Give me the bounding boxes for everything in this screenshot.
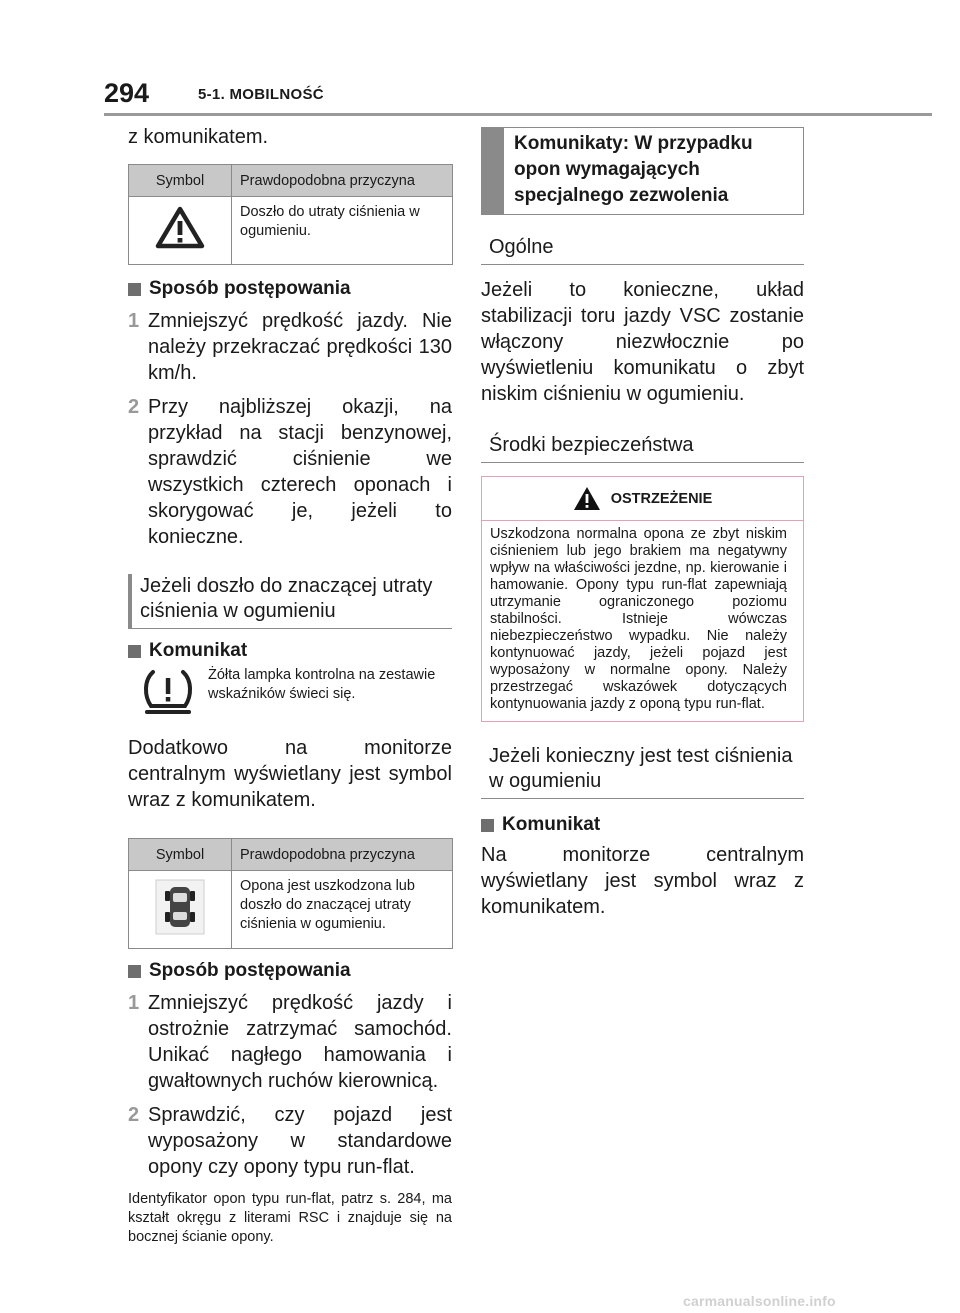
table2-symbol-cell bbox=[129, 871, 232, 949]
proc2-step-1: 1 Zmniejszyć prędkość jazdy i ostrożnie zatrzymać samochód. Unikać nagłego hamowania i gwałtownych ruchów kierownicą. bbox=[128, 992, 452, 1092]
proc2-heading: Sposób postępowania bbox=[128, 959, 452, 983]
car-tire-damage-icon bbox=[155, 879, 205, 935]
heading-bar bbox=[482, 128, 504, 214]
lamp-text: Żółta lampka kontrolna na zestawie wskaźników świeci się. bbox=[208, 667, 436, 702]
table2-header-cause: Prawdopodobna przyczyna bbox=[232, 839, 453, 871]
komunikat-heading-left: Komunikat bbox=[128, 639, 452, 663]
bullet-square-icon bbox=[128, 645, 141, 658]
bullet-square-icon bbox=[481, 819, 494, 832]
page-number: 294 bbox=[104, 78, 150, 108]
main-section-title: Komunikaty: W przypadku opon wymagających specjalnego zezwolenia bbox=[514, 133, 753, 206]
page-header bbox=[104, 78, 804, 118]
warning-text: Uszkodzona normalna opona ze zbyt niskim ciśnieniem lub jego brakiem ma negatywny wpływ na właściwości jezdne, np. kierowanie i hamowanie. Opony typu run-flat zapewniają utrzymanie ograniczonego poziomu stabilności. Istnieje wówczas niebezpieczeństwo wypadku. Nie należy kontynuować jazdy, jeżeli pojazd jest wyposażony w normalne opony. Należy przestrzegać wskazówek dotyczących kontynuowania jazdy z oponą typu run-flat. bbox=[490, 526, 787, 712]
section-heading-pressure-loss: Jeżeli doszło do znaczącej utraty ciśnienia w ogumieniu bbox=[128, 574, 452, 629]
symbol-table-2 bbox=[128, 838, 453, 949]
bullet-square-icon bbox=[128, 283, 141, 296]
right-komunikat-text: Na monitorze centralnym wyświetlany jest symbol wraz z komunikatem. bbox=[481, 844, 804, 918]
header-rule bbox=[104, 113, 932, 116]
watermark: carmanualsonline.info bbox=[683, 1293, 836, 1309]
table1-cause-cell: Doszło do utraty ciśnienia w ogumieniu. bbox=[232, 197, 453, 265]
tire-pressure-warning-icon bbox=[139, 666, 197, 718]
lamp-info-row bbox=[128, 666, 452, 718]
run-flat-note: Identyfikator opon typu run-flat, patrz s. 284, ma kształt okręgu z literami RSC i znajduje się na bocznej ścianie opony. bbox=[128, 1191, 452, 1245]
proc2-step-2: 2 Sprawdzić, czy pojazd jest wyposażony w standardowe opony czy opony typu run-flat. bbox=[128, 1104, 452, 1178]
warning-triangle-icon bbox=[573, 486, 601, 511]
central-monitor-paragraph: Dodatkowo na monitorze centralnym wyświetlany jest symbol wraz z komunikatem. bbox=[128, 737, 452, 811]
bullet-square-icon bbox=[128, 965, 141, 978]
warning-box bbox=[481, 476, 804, 722]
warning-title: OSTRZEŻENIE bbox=[610, 490, 713, 507]
proc1-step-2: 2 Przy najbliższej okazji, na przykład na stacji benzynowej, sprawdzić ciśnienie we wszystkich czterech oponach i skorygować je, jeżeli to konieczne. bbox=[128, 396, 452, 548]
left-column bbox=[128, 120, 452, 1247]
table1-header-cause: Prawdopodobna przyczyna bbox=[232, 165, 453, 197]
table2-cause-cell: Opona jest uszkodzona lub doszło do znaczącej utraty ciśnienia w ogumieniu. bbox=[232, 871, 453, 949]
warning-header bbox=[482, 477, 803, 521]
chapter-title: 5-1. MOBILNOŚĆ bbox=[198, 86, 324, 103]
komunikat-heading-right: Komunikat bbox=[481, 813, 804, 837]
intro-text: z komunikatem. bbox=[128, 126, 269, 148]
section-heading-pressure-test: Jeżeli konieczny jest test ciśnienia w ogumieniu bbox=[481, 744, 804, 799]
main-section-heading bbox=[481, 127, 804, 215]
right-column bbox=[481, 120, 804, 920]
section-heading-safety: Środki bezpieczeństwa bbox=[481, 433, 804, 463]
table1-header-symbol: Symbol bbox=[129, 165, 232, 197]
lamp-icon-cell bbox=[128, 666, 208, 718]
proc1-step-1: 1 Zmniejszyć prędkość jazdy. Nie należy przekraczać prędkości 130 km/h. bbox=[128, 310, 452, 384]
table1-symbol-cell bbox=[129, 197, 232, 265]
warning-triangle-icon bbox=[155, 206, 205, 250]
general-paragraph: Jeżeli to konieczne, układ stabilizacji toru jazdy VSC zostanie włączony niezwłocznie po wyświetleniu komunikatu o zbyt niskim ciśnieniu w ogumieniu. bbox=[481, 279, 804, 405]
proc1-heading: Sposób postępowania bbox=[128, 277, 452, 301]
section-heading-general: Ogólne bbox=[481, 235, 804, 265]
table2-header-symbol: Symbol bbox=[129, 839, 232, 871]
symbol-table-1 bbox=[128, 164, 453, 265]
